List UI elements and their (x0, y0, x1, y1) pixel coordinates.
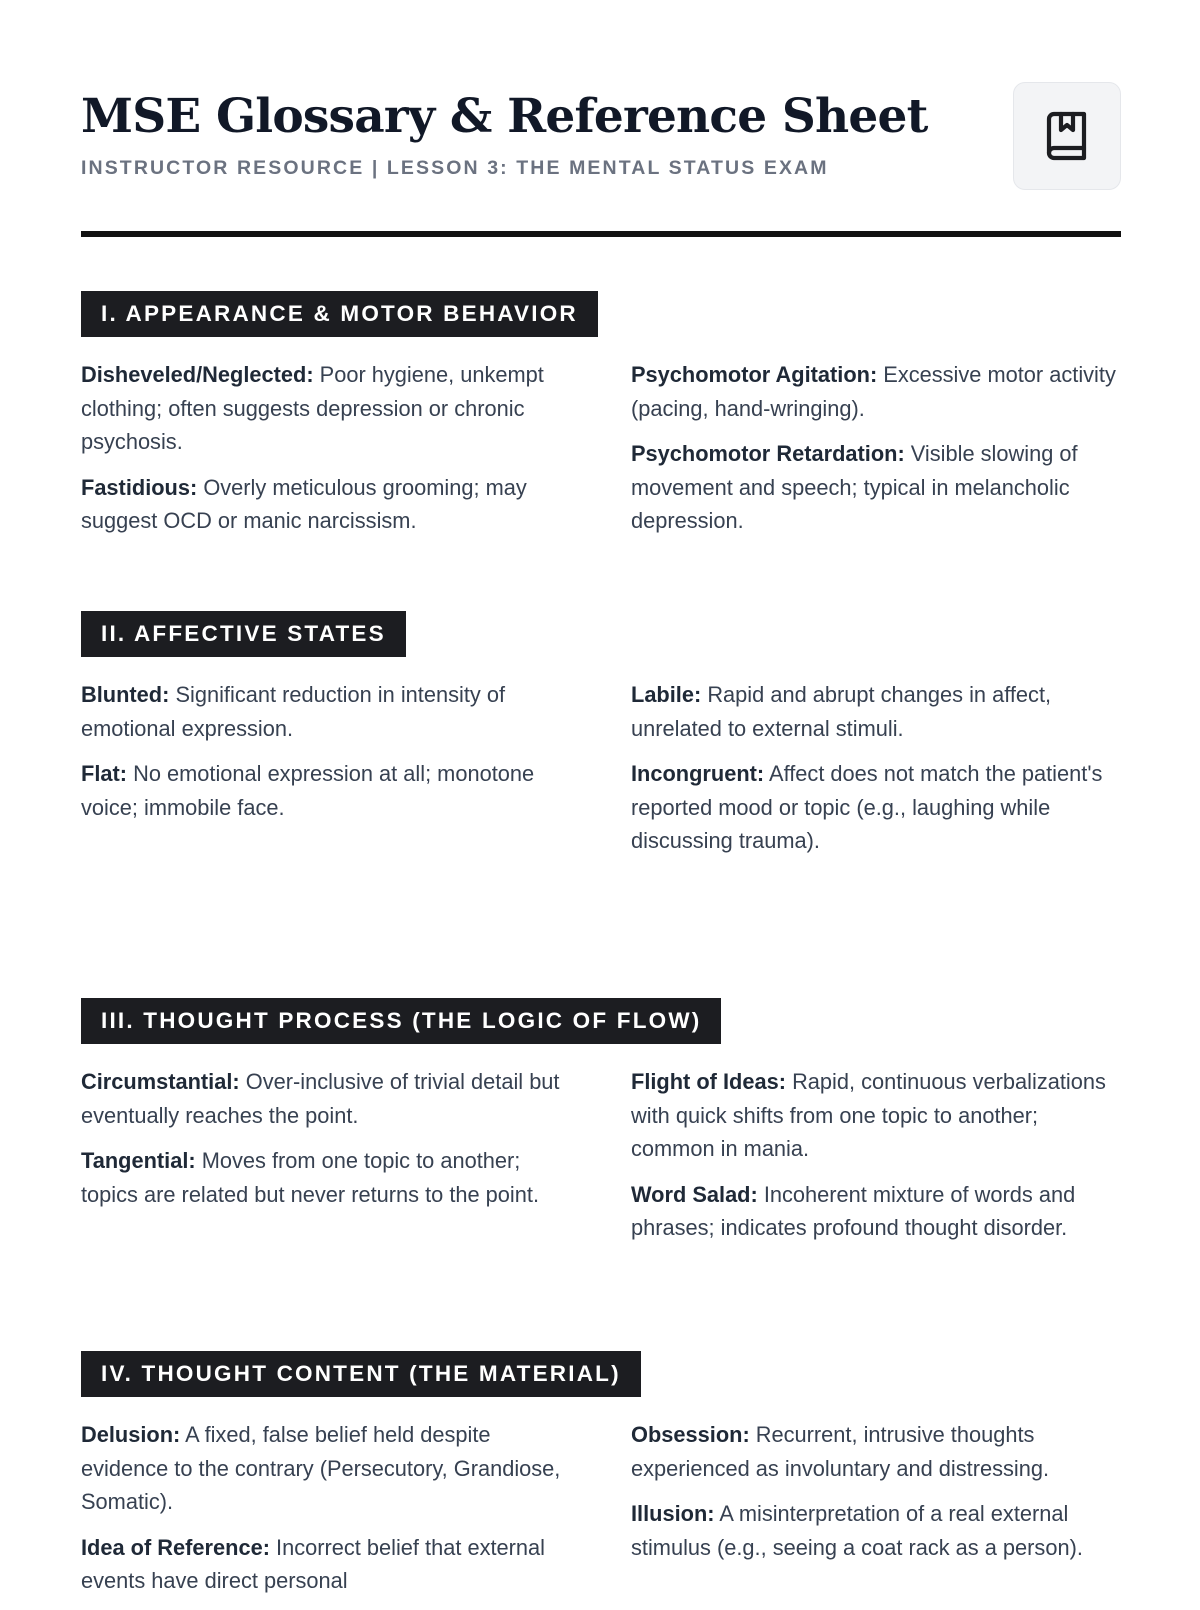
term-definition: Over-inclusive of trivial detail but eventually reaches the point. (81, 1069, 560, 1128)
term-definition: A fixed, false belief held despite evidence to the contrary (Persecutory, Grandiose, Somatic). (81, 1422, 561, 1514)
glossary-entry (631, 757, 1121, 858)
glossary-entry (631, 1497, 1121, 1564)
page-subtitle: INSTRUCTOR RESOURCE | LESSON 3: THE MENTAL STATUS EXAM (81, 157, 829, 179)
term-definition: Rapid, continuous verbalizations with quick shifts from one topic to another; common in mania. (631, 1069, 1106, 1161)
term-name: Psychomotor Agitation: (631, 362, 878, 387)
section-heading: I. APPEARANCE & MOTOR BEHAVIOR (81, 291, 598, 337)
term-definition: Rapid and abrupt changes in affect, unrelated to external stimuli. (631, 682, 1052, 741)
term-name: Labile: (631, 682, 702, 707)
section-heading: III. THOUGHT PROCESS (THE LOGIC OF FLOW) (81, 998, 721, 1044)
glossary-entry (81, 1418, 571, 1519)
term-definition: Visible slowing of movement and speech; typical in melancholic depression. (631, 441, 1078, 533)
right-column (631, 678, 1121, 870)
term-definition: Overly meticulous grooming; may suggest OCD or manic narcissism. (81, 474, 527, 533)
book-icon-box (1013, 82, 1121, 190)
glossary-entry (631, 1418, 1121, 1485)
term-definition: Recurrent, intrusive thoughts experienced as involuntary and distressing. (631, 1422, 1050, 1481)
glossary-entry (81, 471, 571, 538)
term-name: Blunted: (81, 682, 170, 707)
left-column (81, 678, 571, 870)
glossary-entry (81, 757, 571, 824)
glossary-entry (81, 678, 571, 745)
right-column (631, 358, 1121, 550)
glossary-entry (81, 1065, 571, 1132)
section-thought-content (81, 1351, 1121, 1610)
glossary-entry (631, 1065, 1121, 1166)
term-definition: Incoherent mixture of words and phrases; indicates profound thought disorder. (631, 1181, 1076, 1240)
glossary-entry (631, 678, 1121, 745)
glossary-entry (631, 358, 1121, 425)
glossary-entry (81, 1531, 571, 1598)
term-name: Psychomotor Retardation: (631, 441, 905, 466)
term-name: Circumstantial: (81, 1069, 240, 1094)
term-definition: Affect does not match the patient's reported mood or topic (e.g., laughing while discussing trauma). (631, 761, 1103, 853)
glossary-entry (81, 1144, 571, 1211)
term-name: Incongruent: (631, 761, 765, 786)
term-definition: Poor hygiene, unkempt clothing; often suggests depression or chronic psychosis. (81, 362, 544, 454)
term-name: Delusion: (81, 1422, 181, 1447)
reference-sheet (81, 0, 1121, 1600)
section-thought-process (81, 998, 1121, 1257)
left-column (81, 1418, 571, 1610)
page-title: MSE Glossary & Reference Sheet (81, 89, 928, 144)
right-column (631, 1418, 1121, 1610)
term-name: Word Salad: (631, 1181, 758, 1207)
glossary-entry (81, 358, 571, 459)
book-bookmark-icon (1045, 111, 1089, 161)
term-name: Disheveled/Neglected: (81, 362, 314, 387)
term-definition: Moves from one topic to another; topics are related but never returns to the point. (81, 1148, 540, 1207)
header-divider (81, 231, 1121, 237)
term-name: Flat: (81, 761, 128, 786)
term-definition: A misinterpretation of a real external stimulus (e.g., seeing a coat rack as a person). (631, 1501, 1083, 1560)
section-columns (81, 358, 1121, 550)
section-columns (81, 1418, 1121, 1610)
term-name: Idea of Reference: (81, 1534, 270, 1560)
term-definition: Significant reduction in intensity of emotional expression. (81, 682, 506, 741)
page-header (81, 86, 1121, 236)
left-column (81, 358, 571, 550)
section-heading: II. AFFECTIVE STATES (81, 611, 406, 657)
term-definition: Incorrect belief that external events have direct personal (81, 1534, 546, 1593)
term-definition: Excessive motor activity (pacing, hand-wringing). (631, 362, 1116, 421)
section-appearance (81, 291, 1121, 550)
term-name: Flight of Ideas: (631, 1069, 786, 1094)
right-column (631, 1065, 1121, 1257)
section-affective-states (81, 611, 1121, 870)
section-heading: IV. THOUGHT CONTENT (THE MATERIAL) (81, 1351, 641, 1397)
term-name: Tangential: (81, 1148, 196, 1173)
term-definition: No emotional expression at all; monotone voice; immobile face. (81, 761, 535, 820)
term-name: Fastidious: (81, 474, 198, 500)
glossary-entry (631, 1178, 1121, 1245)
glossary-entry (631, 437, 1121, 538)
section-columns (81, 678, 1121, 870)
left-column (81, 1065, 571, 1257)
term-name: Illusion: (631, 1501, 715, 1526)
term-name: Obsession: (631, 1422, 750, 1447)
section-columns (81, 1065, 1121, 1257)
